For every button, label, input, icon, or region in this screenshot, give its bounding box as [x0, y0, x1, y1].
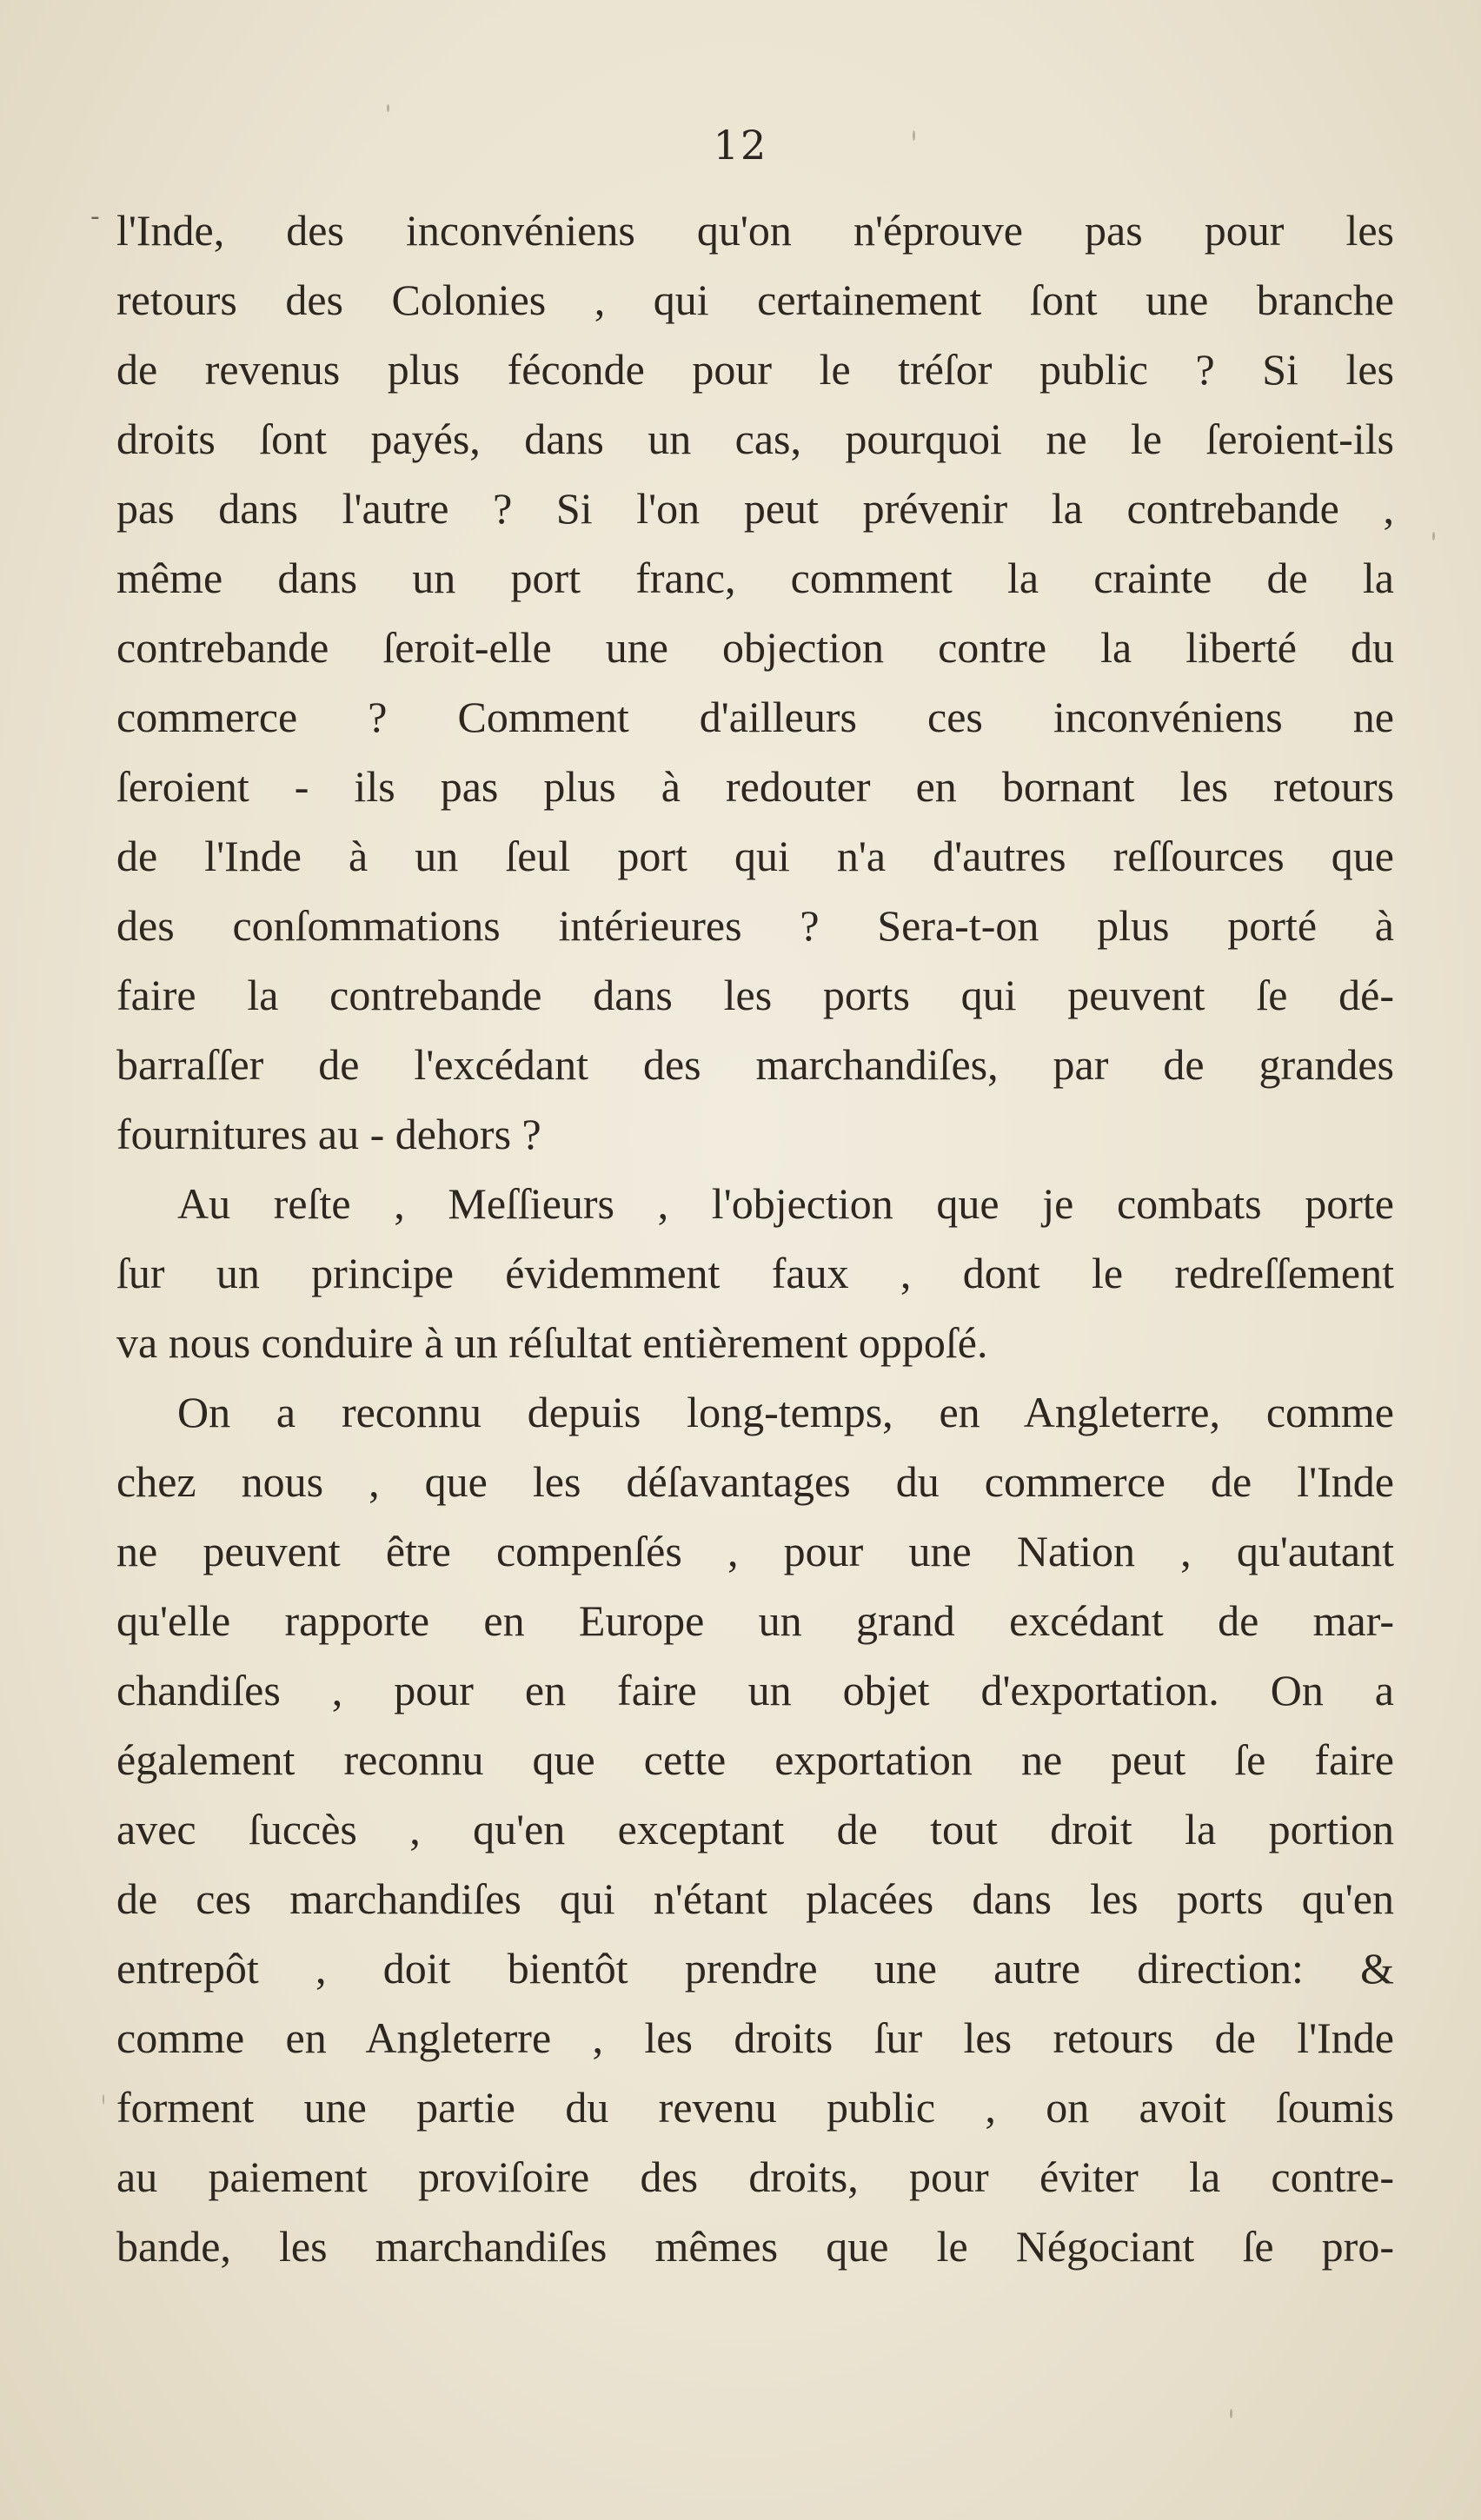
paper-speck	[913, 130, 915, 141]
paper-speck	[103, 2094, 104, 2105]
body-text	[116, 196, 1394, 2281]
text-line: bande, les marchandiſes mêmes que le Négociant ſe pro-	[116, 2222, 1394, 2271]
text-line: également reconnu que cette exportation ne peut ſe faire	[116, 1735, 1394, 1784]
text-line: qu'elle rapporte en Europe un grand excédant de mar-	[116, 1596, 1394, 1645]
text-line: de ces marchandiſes qui n'étant placées dans les ports qu'en	[116, 1874, 1394, 1923]
paper-speck	[1230, 2409, 1232, 2418]
text-line: faire la contrebande dans les ports qui peuvent ſe dé-	[116, 971, 1394, 1019]
text-line: de revenus plus féconde pour le tréſor public ? Si les	[116, 345, 1394, 394]
text-line: ne peuvent être compenſés , pour une Nation , qu'autant	[116, 1527, 1394, 1575]
text-line: forment une partie du revenu public , on avoit ſoumis	[116, 2083, 1394, 2132]
text-line: fournitures au - dehors ?	[116, 1110, 541, 1158]
text-line: va nous conduire à un réſultat entièrement oppoſé.	[116, 1318, 988, 1367]
text-line: ſur un principe évidemment faux , dont le redreſſement	[116, 1249, 1394, 1297]
text-line: comme en Angleterre , les droits ſur les retours de l'Inde	[116, 2013, 1394, 2062]
text-line: droits ſont payés, dans un cas, pourquoi ne le ſeroient-ils	[116, 414, 1394, 463]
text-line: chez nous , que les déſavantages du commerce de l'Inde	[116, 1457, 1394, 1506]
paper-speck	[387, 104, 389, 112]
text-line: l'Inde, des inconvéniens qu'on n'éprouve pas pour les	[116, 206, 1394, 255]
paper-speck	[1432, 532, 1435, 540]
text-line: On a reconnu depuis long-temps, en Angleterre, comme	[177, 1388, 1394, 1436]
margin-dash: -	[90, 202, 100, 232]
text-line: entrepôt , doit bientôt prendre une autre direction: &	[116, 1944, 1394, 1993]
text-line: avec ſuccès , qu'en exceptant de tout droit la portion	[116, 1805, 1394, 1854]
text-line: au paiement proviſoire des droits, pour éviter la contre-	[116, 2152, 1394, 2201]
text-line: ſeroient - ils pas plus à redouter en bornant les retours	[116, 762, 1394, 811]
text-line: contrebande ſeroit-elle une objection contre la liberté du	[116, 623, 1394, 672]
text-line: commerce ? Comment d'ailleurs ces inconvéniens ne	[116, 693, 1394, 741]
text-line: de l'Inde à un ſeul port qui n'a d'autres reſſources que	[116, 832, 1394, 880]
page-number: 12	[713, 122, 768, 169]
text-line: chandiſes , pour en faire un objet d'exportation. On a	[116, 1666, 1394, 1714]
text-line: pas dans l'autre ? Si l'on peut prévenir la contrebande ,	[116, 484, 1394, 533]
text-line: barraſſer de l'excédant des marchandiſes, par de grandes	[116, 1040, 1394, 1089]
text-line: retours des Colonies , qui certainement ſont une branche	[116, 275, 1394, 324]
text-line: des conſommations intérieures ? Sera-t-on plus porté à	[116, 901, 1394, 950]
text-line: même dans un port franc, comment la crainte de la	[116, 554, 1394, 602]
text-line: Au reſte , Meſſieurs , l'objection que je combats porte	[177, 1179, 1394, 1228]
